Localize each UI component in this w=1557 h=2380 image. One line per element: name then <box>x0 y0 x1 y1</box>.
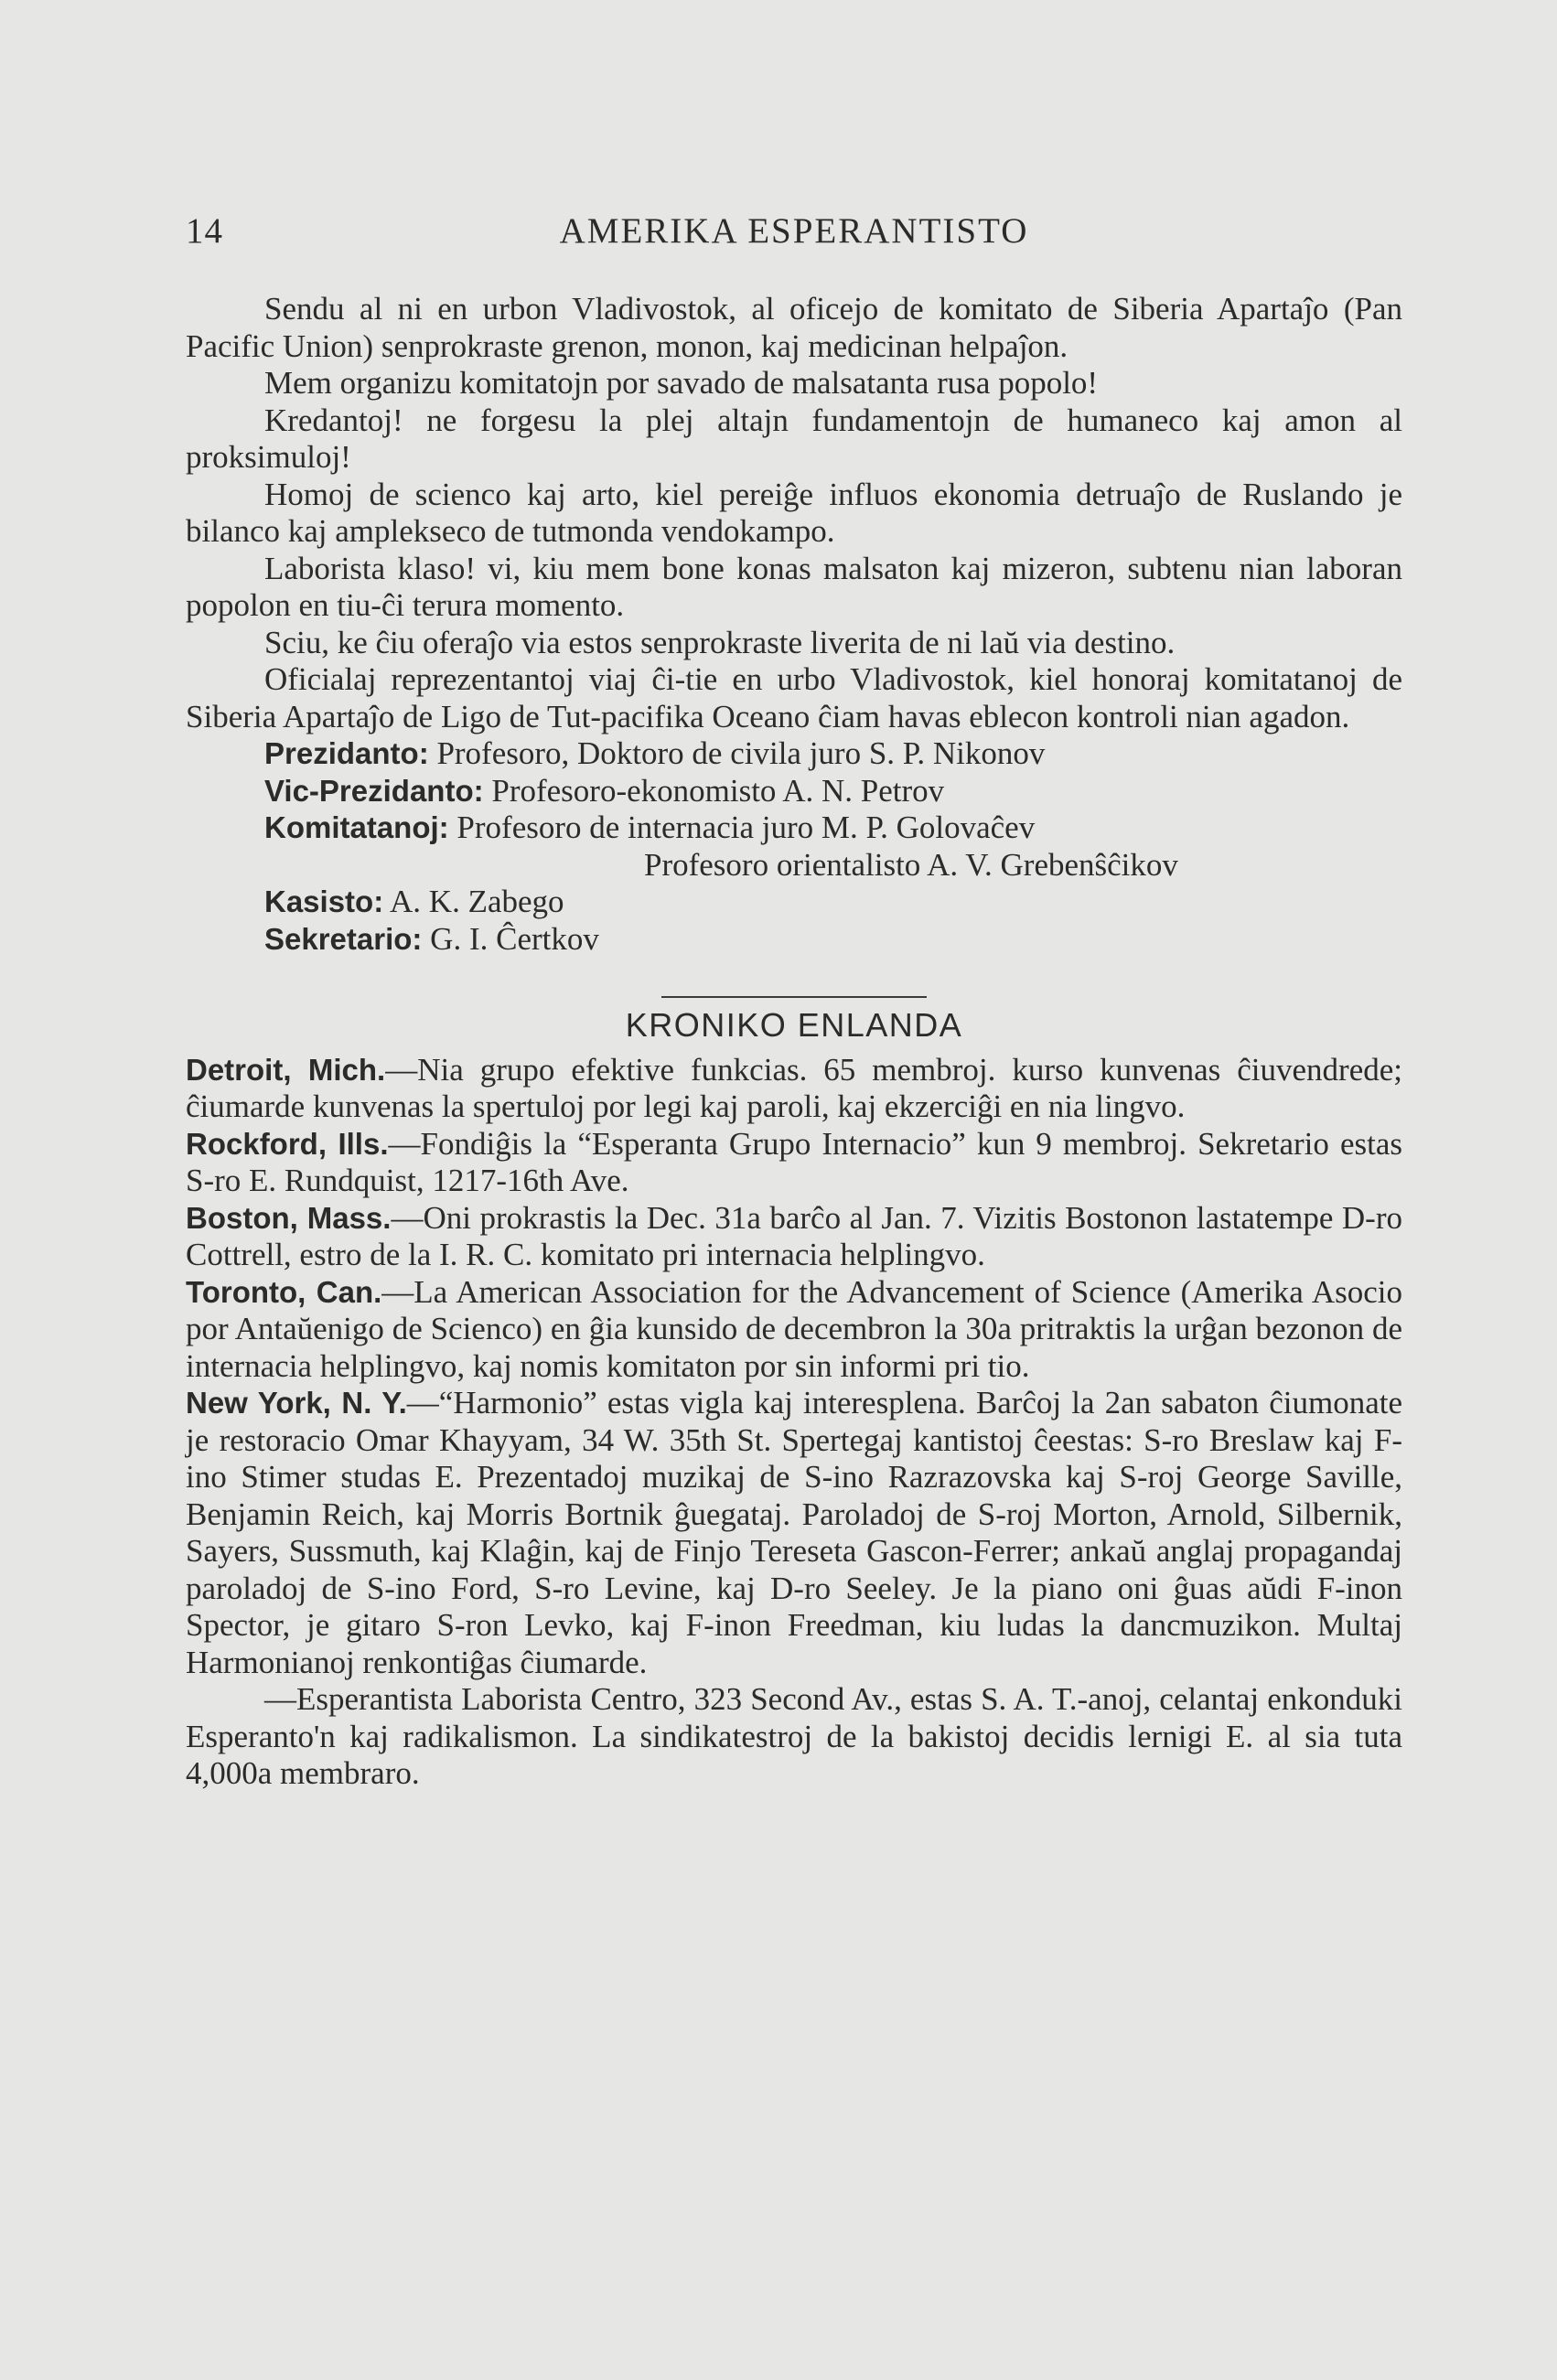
news-item <box>186 1126 1402 1200</box>
officer-name: A. K. Zabego <box>390 884 564 919</box>
news-place: New York, N. Y. <box>186 1386 407 1420</box>
news-item <box>186 1200 1402 1274</box>
news-place: Boston, Mass. <box>186 1200 392 1235</box>
article-body <box>186 291 1402 1793</box>
officer-line <box>264 735 1402 773</box>
officer-line <box>264 773 1402 810</box>
officer-role: Prezidanto: <box>264 736 429 770</box>
officer-name: Profesoro, Doktoro de civila juro S. P. Nikonov <box>436 735 1046 771</box>
news-place: Rockford, Ills. <box>186 1126 389 1161</box>
officer-name: G. I. Ĉertkov <box>430 920 599 957</box>
paragraph: Homoj de scienco kaj arto, kiel pereiĝe influos ekonomia detruaĵo de Ruslando je bilanco kaj amplekseco de tutmonda vendokampo. <box>186 476 1402 549</box>
officer-role: Sekretario: <box>264 921 423 956</box>
page-number: 14 <box>186 211 223 251</box>
officer-list <box>186 735 1402 958</box>
officer-role: Kasisto: <box>264 884 384 918</box>
officer-line <box>264 921 1402 959</box>
news-text: —“Harmonio” estas vigla kaj interesplena. Barĉoj la 2an sabaton ĉiumonate je restoracio Omar Khayyam, 34 W. 35th St. Spertegaj kantistoj ĉeestas: S-ro Breslaw kaj F-ino Stimer studas E. Prezentadoj muzikaj de S-ino Razrazovska kaj S-roj George Saville, Benjamin Reich, kaj Morris Bortnik ĝuegataj. Paroladoj de S-roj Morton, Arnold, Silbernik, Sayers, Sussmuth, kaj Klaĝin, kaj de Finjo Tereseta Gascon-Ferrer; ankaŭ anglaj propagandaj paroladoj de S-ino Ford, S-ro Levine, kaj D-ro Seeley. Je la piano oni ĝuas aŭdi F-inon Spector, je gitaro S-ron Levko, kaj F-inon Freedman, kiu ludas la dancmuzikon. Multaj Harmonianoj renkontiĝas ĉiumarde. <box>186 1385 1402 1680</box>
officer-role: Komitatanoj: <box>264 810 449 844</box>
officer-name: Profesoro de internacia juro M. P. Golovaĉev <box>456 809 1036 845</box>
closing-paragraph: —Esperantista Laborista Centro, 323 Second Av., estas S. A. T.-anoj, celantaj enkonduki Esperanto'n kaj radikalismon. La sindikatestroj de la bakistoj decidis lernigi E. al sia tuta 4,000a membraro. <box>186 1681 1402 1791</box>
news-text: —Nia grupo efektive funkcias. 65 membroj. kurso kunvenas ĉiuvendrede; ĉiumarde kunvenas la spertuloj por legi kaj paroli, kaj ekzerciĝi en nia lingvo. <box>186 1051 1402 1124</box>
paragraph: Laborista klaso! vi, kiu mem bone konas malsaton kaj mizeron, subtenu nian laboran popolon en tiu-ĉi terura momento. <box>186 550 1402 623</box>
paragraph: Sendu al ni en urbon Vladivostok, al oficejo de komitato de Siberia Apartaĵo (Pan Pacific Union) senprokraste grenon, monon, kaj medicinan helpaĵon. <box>186 291 1402 364</box>
officer-line <box>264 847 1402 884</box>
news-place: Detroit, Mich. <box>186 1052 386 1087</box>
section-divider <box>661 996 927 998</box>
section-title: KRONIKO ENLANDA <box>625 1006 963 1044</box>
page-header <box>186 210 1402 256</box>
running-title: AMERIKA ESPERANTISTO <box>559 211 1029 251</box>
officer-role: Vic-Prezidanto: <box>264 773 484 808</box>
paragraph: Kredantoj! ne forgesu la plej altajn fundamentojn de humaneco kaj amon al proksimuloj! <box>186 402 1402 475</box>
news-item <box>186 1052 1402 1126</box>
news-text: —Fondiĝis la “Esperanta Grupo Internacio” kun 9 membroj. Sekretario estas S-ro E. Rundquist, 1217-16th Ave. <box>186 1125 1402 1198</box>
paragraph: Sciu, ke ĉiu oferaĵo via estos senprokraste liverita de ni laŭ via destino. <box>264 624 1176 660</box>
officer-name: Profesoro-ekonomisto A. N. Petrov <box>491 772 945 809</box>
news-place: Toronto, Can. <box>186 1274 382 1309</box>
paragraph: Oficialaj reprezentantoj viaj ĉi-tie en urbo Vladivostok, kiel honoraj komitatanoj de Siberia Apartaĵo de Ligo de Tut-pacifika Oceano ĉiam havas eblecon kontroli nian agadon. <box>186 661 1402 734</box>
paragraph: Mem organizu komitatojn por savado de malsatanta rusa popolo! <box>264 365 1099 401</box>
news-item <box>186 1385 1402 1681</box>
news-item <box>186 1274 1402 1386</box>
news-text: —Oni prokrastis la Dec. 31a barĉo al Jan. 7. Vizitis Bostonon lastatempe D-ro Cottrell, estro de la I. R. C. komitato pri internacia helplingvo. <box>186 1199 1402 1272</box>
officer-line <box>264 884 1402 921</box>
officer-line <box>264 809 1402 847</box>
officer-name: Profesoro orientalisto A. V. Grebenŝĉikov <box>644 846 1178 883</box>
news-text: —La American Association for the Advancement of Science (Amerika Asocio por Antaŭenigo de Scienco) en ĝia kunsido de decembron la 30a pritraktis la urĝan bezonon de internacia helplingvo, kaj nomis komitaton por sin informi pri tio. <box>186 1273 1402 1384</box>
